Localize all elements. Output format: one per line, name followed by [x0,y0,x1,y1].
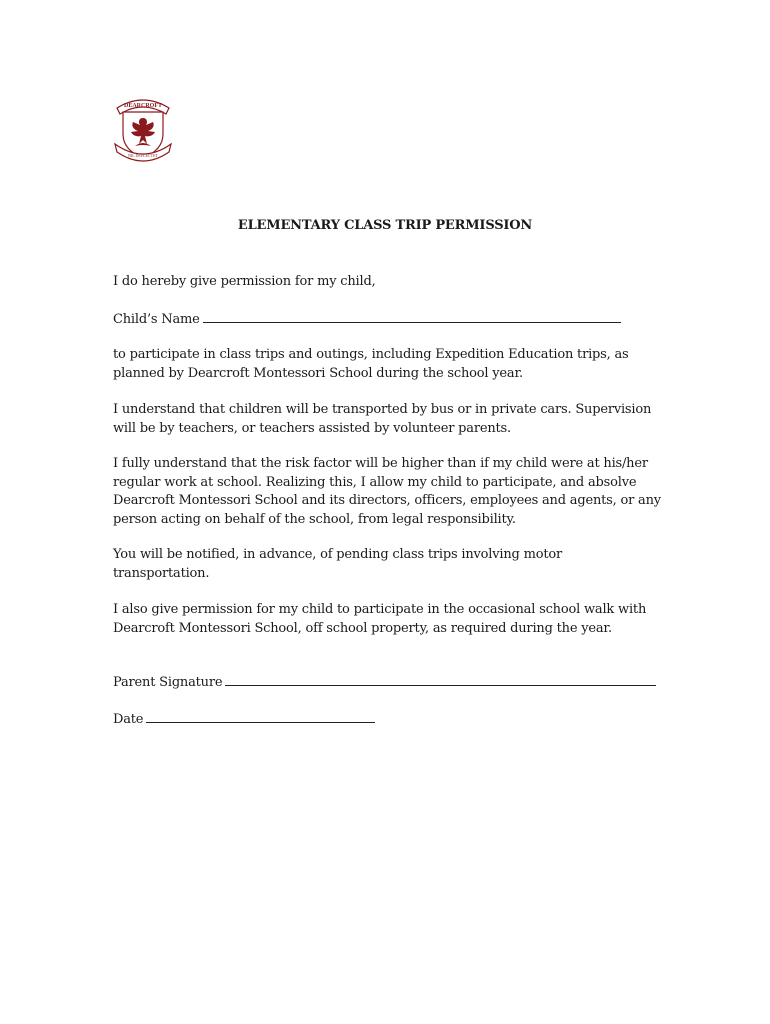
paragraph-line: will be by teachers, or teachers assisted by volunteer parents. [113,420,511,436]
paragraph-line: planned by Dearcroft Montessori School during the school year. [113,365,523,381]
paragraph-line: I fully understand that the risk factor will be higher than if my child were at his/her [113,456,648,471]
parent-signature-row [113,673,673,693]
parent-signature-label: Parent Signature [113,675,223,690]
paragraph-line: I also give permission for my child to participate in the occasional school walk with [113,602,647,617]
date-label: Date [113,712,144,727]
child-name-label: Child’s Name [113,312,200,327]
date-row [113,710,673,730]
crest-bottom-text: NIL DEFLECTET [128,153,158,158]
paragraph-line: person acting on behalf of the school, from legal responsibility. [113,511,516,527]
form-title: ELEMENTARY CLASS TRIP PERMISSION [237,218,533,233]
crest-top-text: DEARCROFT [123,103,163,109]
child-name-field[interactable] [203,310,621,323]
child-name-row [113,310,673,330]
paragraph-line: I understand that children will be transported by bus or in private cars. Supervision [113,402,652,417]
paragraph-line: Dearcroft Montessori School, off school property, as required during the year. [113,620,612,636]
paragraph-line: regular work at school. Realizing this, I allow my child to participate, and absolve [113,474,637,490]
paragraph-line: transportation. [113,565,210,581]
paragraph-line: to participate in class trips and outings, including Expedition Education trips, as [113,347,629,362]
paragraph-line: You will be notified, in advance, of pending class trips involving motor [113,547,562,562]
school-crest-logo [111,94,175,166]
parent-signature-field[interactable] [225,673,656,686]
intro-text: I do hereby give permission for my child, [113,274,376,289]
paragraph-line: Dearcroft Montessori School and its directors, officers, employees and agents, or any [113,493,661,508]
date-field[interactable] [146,710,375,723]
